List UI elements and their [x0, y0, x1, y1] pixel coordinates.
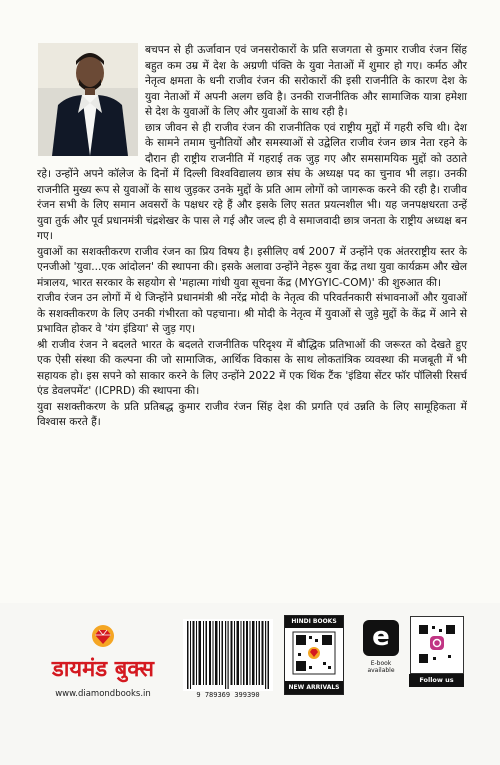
instagram-icon: [411, 617, 463, 673]
paragraph-student-life: छात्र जीवन से ही राजीव रंजन की राजनीतिक एवं राष्ट्रीय मुद्दों में गहरी रुचि थी। देश के सामने तमाम चुनौतियों और समस्याओं से उद्वेलित राजीव रंजन छात्र नेता रहने के दौरान ही राष्ट्रीय राजनीति में गहराई तक जुड़ गए और समसामयिक मुद्दों को उठाते रहे। उन्होंने अपने कॉलेज के दिनों में दिल्ली विश्वविद्यालय छात्र संघ के अध्यक्ष पद का चुनाव भी लड़ा। उनकी राजनीति मुख्य रूप से युवाओं के साथ जुड़कर उनके मुद्दों के प्रति आम लोगों को जागरूक करने की रही है। राजीव रंजन सभी के लिए समान अवसरों के पक्षधर रहे हैं और इसके लिए सतत प्रयत्नशील भी। यह जनपक्षधरता उन्हें युवा तुर्क और पूर्व प्रधानमंत्री चंद्रशेखर के पास ले गई और जल्द ही वे समाजवादी छात्र जनता के राष्ट्रीय अध्यक्ष बन गए।: [37, 121, 467, 242]
cover-footer: [0, 603, 500, 765]
badge-subtitle: NEW ARRIVALS: [285, 681, 343, 694]
isbn-barcode: [183, 619, 273, 691]
ebook-icon: e: [363, 620, 399, 656]
paragraph-youth-empowerment: युवाओं का सशक्तीकरण राजीव रंजन का प्रिय विषय है। इसीलिए वर्ष 2007 में उन्होंने एक अंतरराष्ट्रीय स्तर के एनजीओ 'युवा...एक आंदोलन' की स्थापना की। इसके अलावा उन्होंने नेहरू युवा केंद्र तथा युवा कार्यक्रम और खेल मंत्रालय, भारत सरकार के सहयोग से 'महात्मा गांधी युवा सूचना केंद्र (MYGYIC-COM)' की शुरुआत की।: [37, 245, 467, 289]
ebook-label: E-book available: [367, 660, 395, 674]
follow-us-label: Follow us: [409, 674, 464, 687]
description-text: [37, 43, 467, 431]
follow-us-qr[interactable]: [410, 616, 464, 674]
ebook-available[interactable]: [360, 620, 402, 674]
paragraph-modi-leadership: राजीव रंजन उन लोगों में थे जिन्होंने प्रधानमंत्री श्री नरेंद्र मोदी के नेतृत्व की परिवर्तनकारी संभावनाओं और युवाओं के सशक्तीकरण के लिए उनकी गंभीरता को पहचाना। श्री मोदी के नेतृत्व में युवाओं से जुड़े मुद्दों के केंद्र में आने से प्रभावित होकर वे 'यंग इंडिया' से जुड़ गए।: [37, 292, 467, 335]
publisher-name: डायमंड बुक्स: [51, 657, 155, 682]
qr-code-icon: [285, 628, 343, 678]
diamond-logo-icon: [86, 623, 120, 649]
publisher-website[interactable]: www.diamondbooks.in: [55, 689, 151, 699]
publisher-brand: [38, 623, 168, 699]
badge-title: HINDI BOOKS: [285, 616, 343, 628]
isbn-number: 9 789369 399390: [196, 691, 260, 699]
hindi-books-badge[interactable]: [284, 615, 344, 695]
paragraph-icprd: श्री राजीव रंजन ने बदलते भारत के बदलते राजनीतिक परिदृश्य में बौद्धिक प्रतिभाओं की जरूरत को देखते हुए एक ऐसी संस्था की कल्पना की जो सामाजिक, आर्थिक विकास के साथ लोकतांत्रिक व्यवस्था की मजबूती में भी सहायक हो। इस सपने को साकार करने के लिए उन्होंने 2022 में एक थिंक टैंक 'इंडिया सेंटर फॉर पॉलिसी रिसर्च एंड डेवलपमेंट' (ICPRD) की स्थापना की।: [37, 338, 467, 397]
paragraph-intro: बचपन से ही ऊर्जावान एवं जनसरोकारों के प्रति सजगता से कुमार राजीव रंजन सिंह बहुत कम उम्र में देश के अग्रणी पंक्ति के युवा नेताओं में शुमार हो गए। कर्मठ और नेतृत्व क्षमता के धनी राजीव रंजन की सरोकारों की इसी राजनीति के कारण देश के युवा नेताओं में अपनी अलग छवि है। उनकी राजनीतिक और सामाजिक यात्रा हमेशा से देश के युवाओं के लिए और युवाओं के साथ रही है।: [145, 44, 467, 118]
paragraph-closing: युवा सशक्तीकरण के प्रति प्रतिबद्ध कुमार राजीव रंजन सिंह देश की प्रगति एवं उन्नति के लिए सामूहिकता में विश्वास करते हैं।: [37, 400, 467, 428]
